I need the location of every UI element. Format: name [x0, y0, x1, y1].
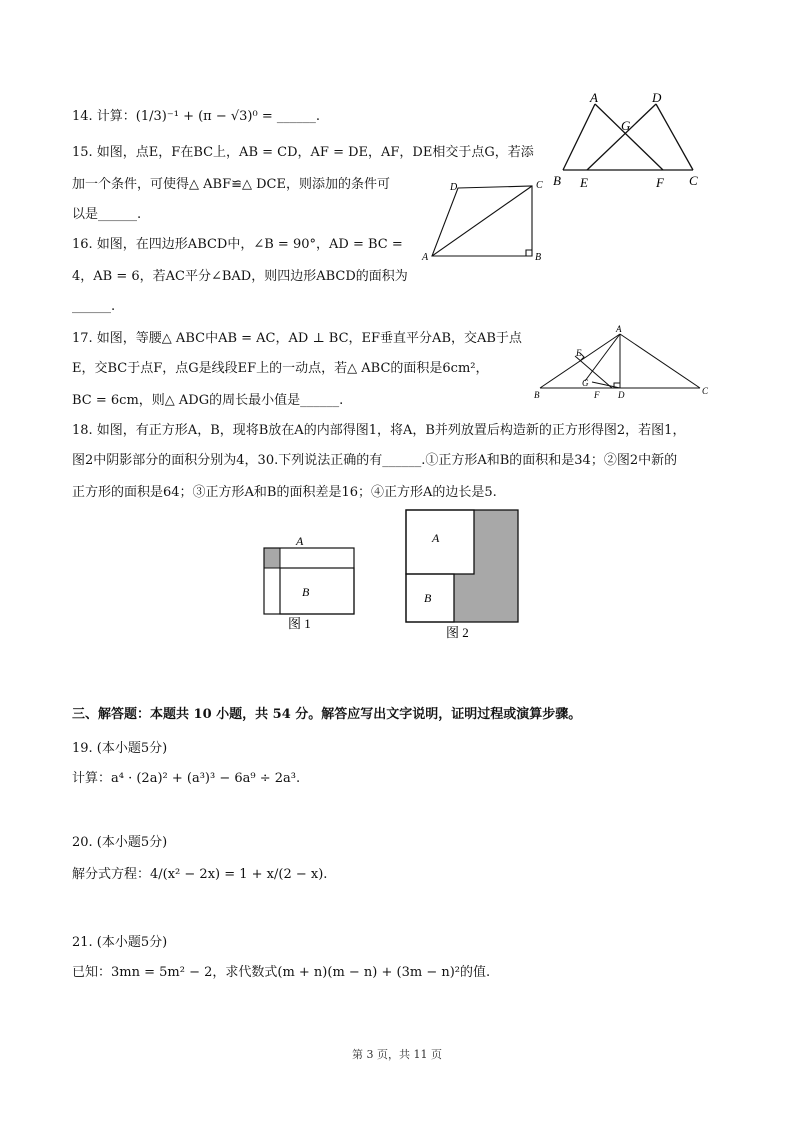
- label-b: B: [535, 252, 542, 263]
- shaded-region-top: [474, 510, 518, 574]
- question-15-line-3: 以是______.: [72, 207, 142, 222]
- section-heading: 三、解答题：本题共 10 小题，共 54 分。解答应写出文字说明，证明过程或演算步骤。: [72, 707, 582, 722]
- figure-2-squares: [402, 506, 532, 641]
- question-15-line-1: 15. 如图，点E，F在BC上，AB = CD，AF = DE，AF，DE相交于点G，若添: [72, 145, 534, 160]
- question-20-title: 20. (本小题5分): [72, 835, 168, 850]
- label-d: D: [652, 90, 662, 105]
- question-21-title: 21. (本小题5分): [72, 935, 168, 950]
- fig1-label-a: A: [296, 534, 304, 548]
- question-17-line-2: E，交BC于点F，点G是线段EF上的一动点，若△ ABC的面积是6cm²，: [72, 361, 489, 376]
- figure-q15: [555, 92, 705, 192]
- label-e: E: [580, 175, 588, 190]
- figure-q17: [530, 326, 710, 401]
- question-21-body: 已知：3mn = 5m² − 2，求代数式(m + n)(m − n) + (3m − n)²的值.: [72, 965, 491, 980]
- question-19-body: 计算：a⁴ · (2a)² + (a³)³ − 6a⁹ ÷ 2a³.: [72, 771, 301, 786]
- label-d: D: [618, 390, 625, 400]
- shaded-region-bottom: [454, 574, 518, 622]
- question-18-line-3: 正方形的面积是64；③正方形A和B的面积差是16；④正方形A的边长是5.: [72, 485, 497, 500]
- label-c: C: [536, 180, 543, 191]
- label-b: B: [534, 390, 540, 400]
- label-g: G: [621, 118, 631, 133]
- page-footer: 第 3 页，共 11 页: [352, 1048, 442, 1061]
- question-19-title: 19. (本小题5分): [72, 741, 168, 756]
- question-16-line-3: ______.: [72, 299, 116, 314]
- square-a: [406, 510, 474, 574]
- fig1-caption: 图 1: [288, 616, 311, 631]
- question-17-line-3: BC = 6cm，则△ ADG的周长最小值是______.: [72, 393, 344, 408]
- fig2-caption: 图 2: [446, 625, 469, 640]
- fig2-label-a: A: [432, 531, 440, 545]
- fig2-label-b: B: [424, 591, 432, 605]
- square-b: [280, 568, 354, 614]
- label-a: A: [616, 324, 622, 334]
- fig1-label-b: B: [302, 585, 310, 599]
- question-17-line-1: 17. 如图，等腰△ ABC中AB = AC，AD ⊥ BC，EF垂直平分AB，交AB于点: [72, 331, 522, 346]
- label-a: A: [590, 90, 598, 105]
- question-18-line-2: 图2中阴影部分的面积分别为4，30.下列说法正确的有______.①正方形A和B的面积和是34；②图2中新的: [72, 453, 678, 468]
- label-g: G: [582, 378, 589, 388]
- question-20-body: 解分式方程：4/(x² − 2x) = 1 + x/(2 − x).: [72, 867, 328, 882]
- question-18-line-1: 18. 如图，有正方形A，B，现将B放在A的内部得图1，将A，B并列放置后构造新的正方形得图2，若图1，: [72, 423, 686, 438]
- label-c: C: [702, 386, 709, 396]
- label-d: D: [450, 182, 458, 193]
- label-c: C: [689, 173, 698, 188]
- label-e: E: [576, 348, 582, 358]
- figure-1-squares: [258, 532, 358, 642]
- label-b: B: [553, 173, 561, 188]
- label-a: A: [422, 252, 429, 263]
- figure-q16: [420, 178, 550, 263]
- question-14: 14. 计算：(1/3)⁻¹ + (π − √3)⁰ = ______.: [72, 109, 321, 124]
- question-15-line-2: 加一个条件，可使得△ ABF≌△ DCE，则添加的条件可: [72, 177, 390, 192]
- label-f: F: [594, 390, 600, 400]
- question-16-line-2: 4，AB = 6，若AC平分∠BAD，则四边形ABCD的面积为: [72, 269, 408, 284]
- label-f: F: [656, 175, 664, 190]
- shaded-square: [264, 548, 280, 568]
- question-16-line-1: 16. 如图，在四边形ABCD中，∠B = 90°，AD = BC =: [72, 237, 403, 252]
